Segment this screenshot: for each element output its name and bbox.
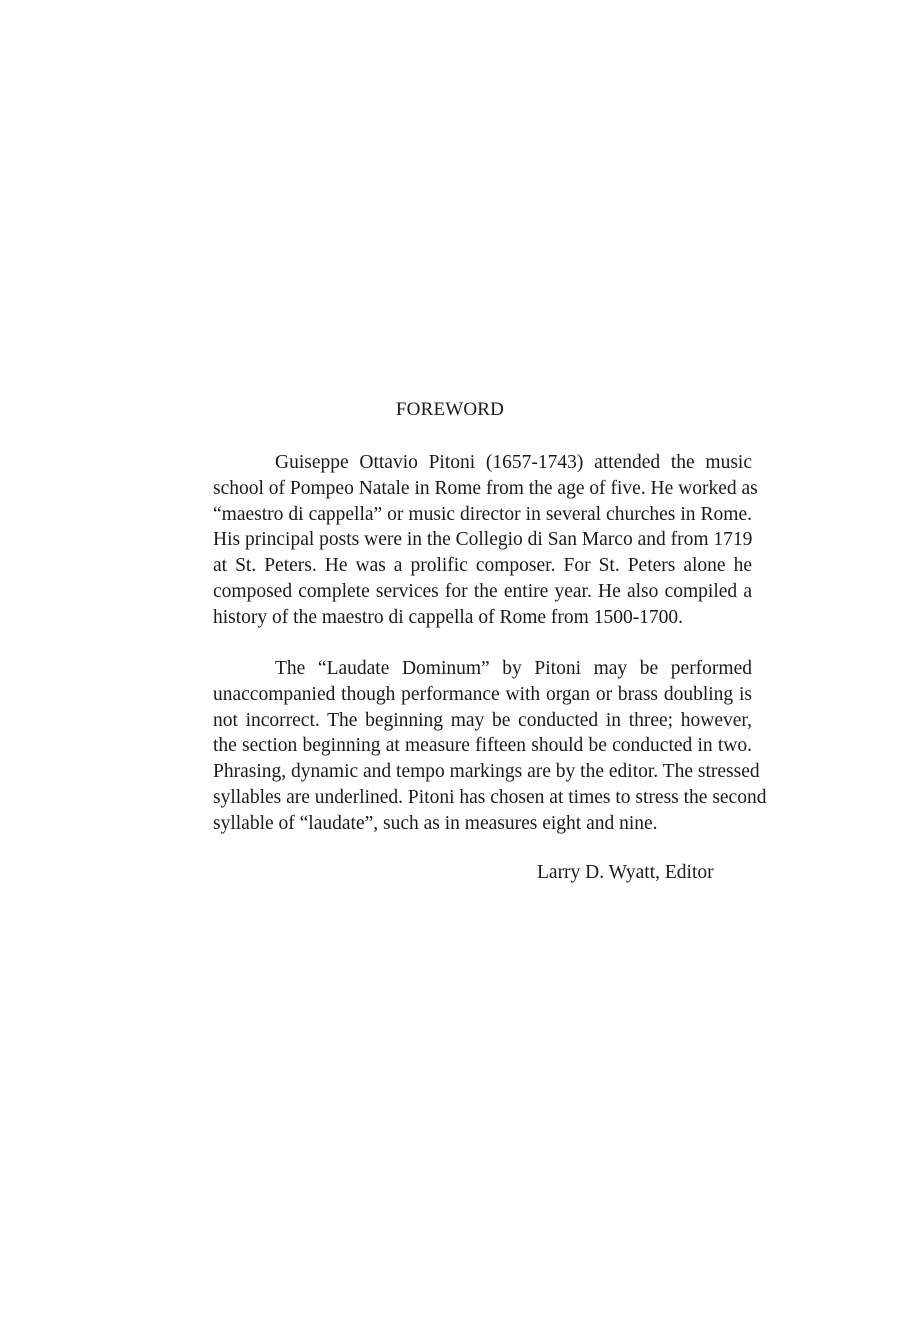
paragraph-line: school of Pompeo Natale in Rome from the age of five. He worked as: [213, 477, 758, 499]
paragraph-line: Phrasing, dynamic and tempo markings are by the editor. The stressed: [213, 761, 760, 783]
foreword-paragraph-2: [151, 656, 767, 837]
paragraph-line: syllables are underlined. Pitoni has chosen at times to stress the second: [213, 786, 767, 808]
paragraph-line: The “Laudate Dominum” by Pitoni may be performed: [275, 658, 752, 679]
paragraph-line: Guiseppe Ottavio Pitoni (1657-1743) attended the music: [275, 452, 752, 473]
page-title: FOREWORD: [395, 399, 505, 420]
paragraph-line: syllable of “laudate”, such as in measures eight and nine.: [213, 812, 658, 834]
paragraph-line: unaccompanied though performance with organ or brass doubling is: [213, 683, 752, 705]
foreword-paragraph-1: [151, 450, 758, 631]
paragraph-line: the section beginning at measure fifteen should be conducted in two.: [213, 735, 752, 757]
paragraph-line: composed complete services for the entire year. He also compiled a: [213, 580, 752, 602]
paragraph-line: not incorrect. The beginning may be conducted in three; however,: [213, 709, 752, 731]
paragraph-line: His principal posts were in the Collegio di San Marco and from 1719: [213, 529, 753, 551]
editor-signature: Larry D. Wyatt, Editor: [537, 862, 714, 883]
paragraph-line: “maestro di cappella” or music director in several churches in Rome.: [213, 503, 752, 525]
paragraph-line: history of the maestro di cappella of Rome from 1500-1700.: [213, 606, 684, 628]
paragraph-line: at St. Peters. He was a prolific composer. For St. Peters alone he: [213, 555, 752, 577]
